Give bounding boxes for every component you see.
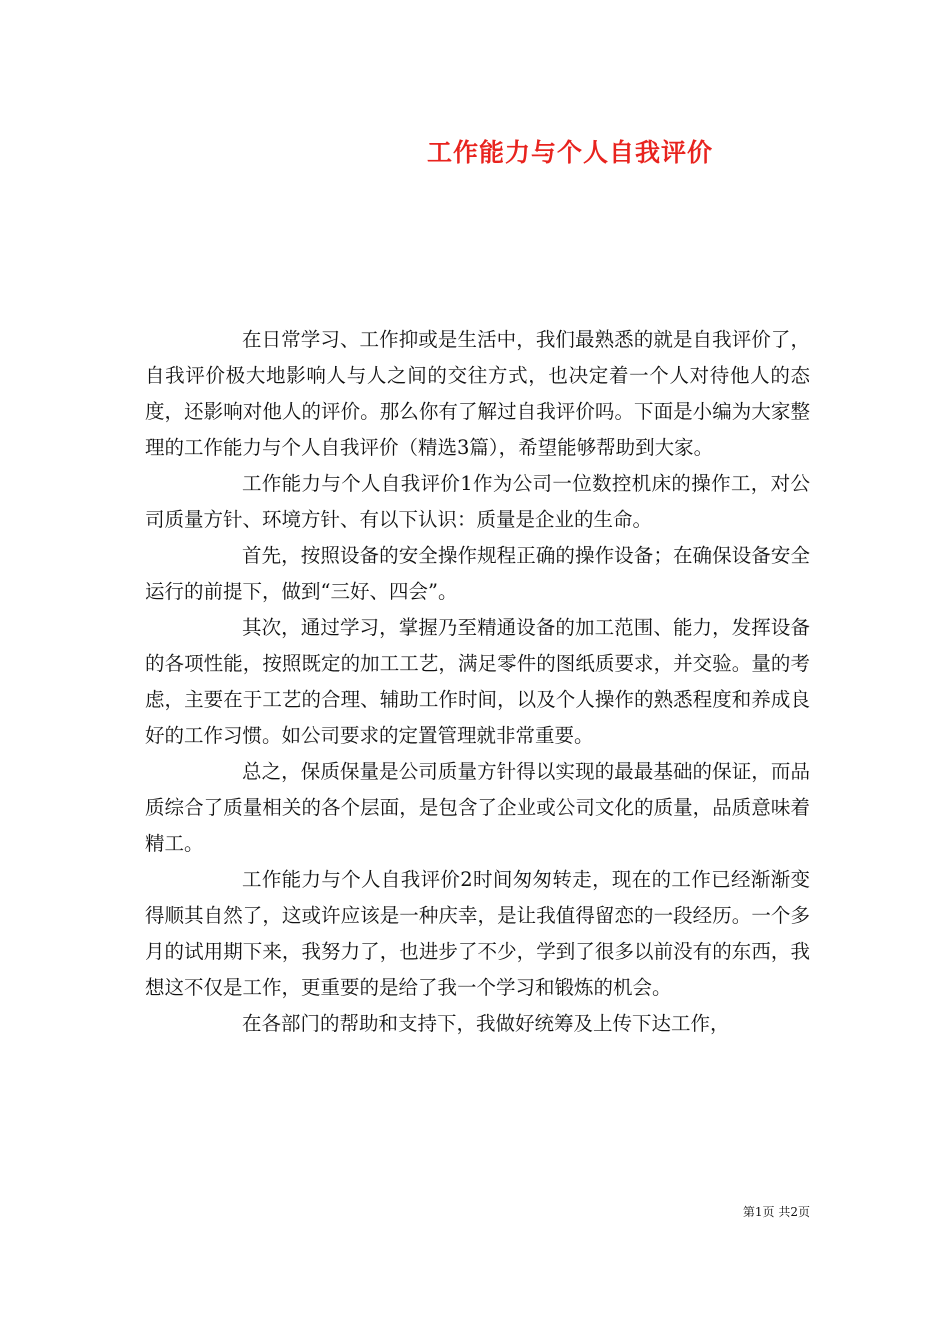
document-body: [145, 322, 810, 1042]
paragraph-evaluation-2: 工作能力与个人自我评价2时间匆匆转走，现在的工作已经渐渐变得顺其自然了，这或许应该是一种庆幸，是让我值得留恋的一段经历。一个多月的试用期下来，我努力了，也进步了不少，学到了很多以前没有的东西，我想这不仅是工作，更重要的是给了我一个学习和锻炼的机会。: [145, 868, 810, 999]
paragraph-summary: 总之，保质保量是公司质量方针得以实现的最最基础的保证，而品质综合了质量相关的各个层面，是包含了企业或公司文化的质量，品质意味着精工。: [145, 760, 810, 855]
paragraph-second: 其次，通过学习，掌握乃至精通设备的加工范围、能力，发挥设备的各项性能，按照既定的加工工艺，满足零件的图纸质要求，并交验。量的考虑，主要在于工艺的合理、辅助工作时间，以及个人操作的熟悉程度和养成良好的工作习惯。如公司要求的定置管理就非常重要。: [145, 616, 810, 747]
page-number-footer: 第1页 共2页: [742, 1205, 810, 1219]
paragraph-evaluation-1: 工作能力与个人自我评价1作为公司一位数控机床的操作工，对公司质量方针、环境方针、有以下认识：质量是企业的生命。: [145, 472, 810, 531]
paragraph-intro: 在日常学习、工作抑或是生活中，我们最熟悉的就是自我评价了，自我评价极大地影响人与人之间的交往方式，也决定着一个人对待他人的态度，还影响对他人的评价。那么你有了解过自我评价吗。下面是小编为大家整理的工作能力与个人自我评价（精选3篇），希望能够帮助到大家。: [145, 328, 810, 459]
paragraph-departments: 在各部门的帮助和支持下，我做好统筹及上传下达工作，: [242, 1012, 730, 1035]
document-title: 工作能力与个人自我评价: [426, 138, 713, 167]
paragraph-first: 首先，按照设备的安全操作规程正确的操作设备；在确保设备安全运行的前提下，做到“三好、四会”。: [145, 544, 810, 603]
